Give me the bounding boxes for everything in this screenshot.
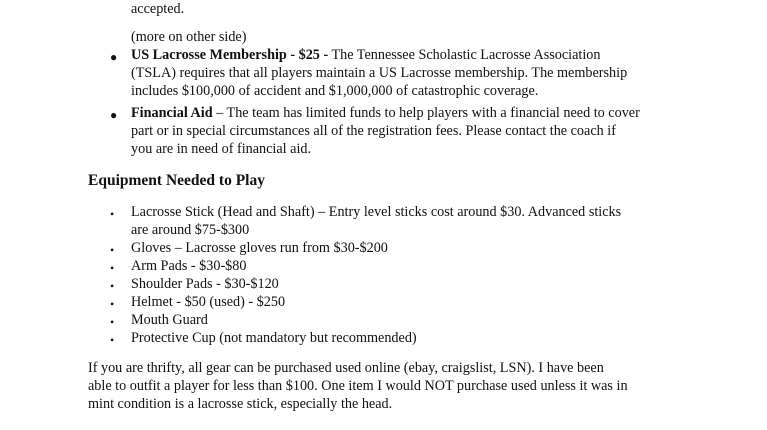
fee-item-membership-title: US Lacrosse Membership - $25 - <box>131 47 329 63</box>
bullet-icon: • <box>110 261 115 275</box>
closing-line-2: able to outfit a player for less than $100. One item I would NOT purchase used unless it was in <box>88 378 628 394</box>
bullet-icon: ● <box>110 108 118 122</box>
equipment-item-protective-cup: Protective Cup (not mandatory but recommended) <box>131 330 417 346</box>
closing-line-3: mint condition is a lacrosse stick, especially the head. <box>88 396 393 412</box>
equipment-heading: Equipment Needed to Play <box>88 172 265 189</box>
equipment-item-arm-pads: Arm Pads - $30-$80 <box>131 258 247 274</box>
bullet-icon: • <box>110 333 115 347</box>
fee-item-financial-aid-line-3: you are in need of financial aid. <box>131 141 312 157</box>
closing-line-1: If you are thrifty, all gear can be purchased used online (ebay, craigslist, LSN). I have been <box>88 360 604 376</box>
equipment-item-stick-line-2: are around $75-$300 <box>131 222 250 238</box>
fee-item-membership-line-2: (TSLA) requires that all players maintain a US Lacrosse membership. The membership <box>131 65 628 81</box>
bullet-icon: • <box>110 315 115 329</box>
equipment-item-helmet: Helmet - $50 (used) - $250 <box>131 294 286 310</box>
equipment-item-mouth-guard: Mouth Guard <box>131 312 208 328</box>
fee-item-financial-aid-text: – The team has limited funds to help players with a financial need to cover <box>212 105 640 121</box>
equipment-item-shoulder-pads: Shoulder Pads - $30-$120 <box>131 276 279 292</box>
accepted-text: accepted. <box>131 1 185 17</box>
fee-item-membership-line-1 <box>131 47 600 64</box>
bullet-icon: • <box>110 279 115 293</box>
fee-item-financial-aid-title: Financial Aid <box>131 105 213 121</box>
equipment-item-gloves: Gloves – Lacrosse gloves run from $30-$200 <box>131 240 388 256</box>
fee-item-membership-text: The Tennessee Scholastic Lacrosse Association <box>328 47 601 63</box>
bullet-icon: • <box>110 207 115 221</box>
bullet-icon: • <box>110 297 115 311</box>
bullet-icon: • <box>110 243 115 257</box>
more-on-other-side-note: (more on other side) <box>131 29 247 45</box>
bullet-icon: ● <box>110 50 118 64</box>
fee-item-financial-aid-line-2: part or in special circumstances all of the registration fees. Please contact the coach if <box>131 123 616 139</box>
fee-item-membership-line-3: includes $100,000 of accident and $1,000,000 of catastrophic coverage. <box>131 83 539 99</box>
equipment-item-stick-line-1: Lacrosse Stick (Head and Shaft) – Entry level sticks cost around $30. Advanced sticks <box>131 204 622 220</box>
fee-item-financial-aid-line-1 <box>131 105 640 122</box>
